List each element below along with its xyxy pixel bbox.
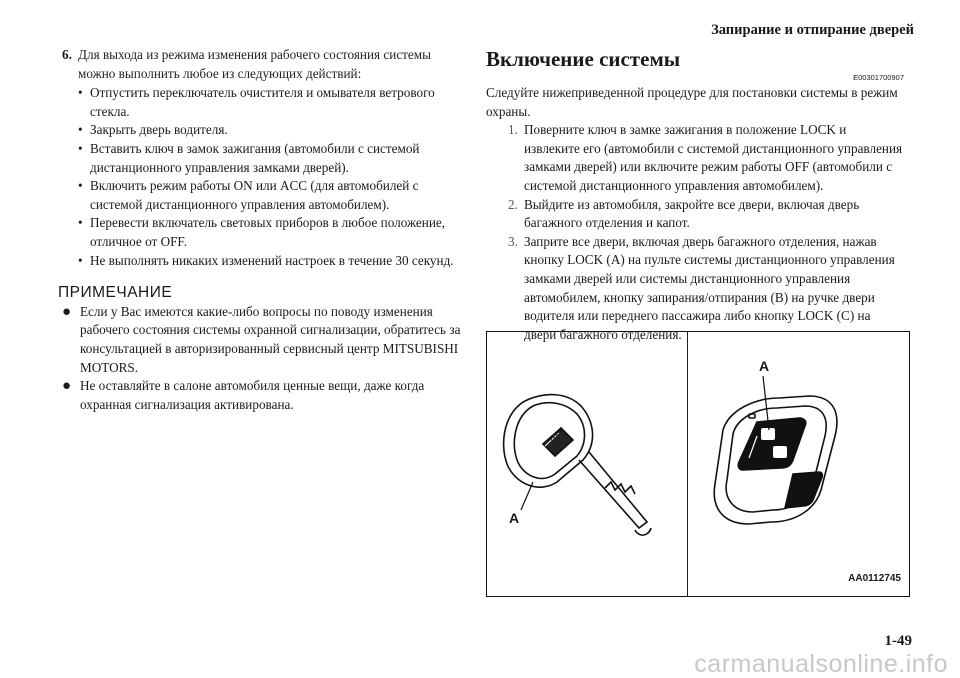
key-illustration (486, 331, 910, 597)
document-code: E00301700907 (853, 73, 904, 82)
section-title: Включение системы (486, 47, 681, 71)
note-list (62, 303, 462, 415)
running-header: Запирание и отпирание дверей (711, 22, 914, 38)
remote-key-icon (504, 395, 651, 535)
bullet-icon: ● (62, 378, 72, 395)
procedure-step: 2. Выйдите из автомобиля, закройте все двери, включая дверь багажного отделения и капот. (508, 196, 860, 231)
step-number: 6. (62, 47, 72, 62)
list-item: • Включить режим работы ON или ACC (для автомобилей с системой дистанционного управления автомобилем). (78, 178, 419, 212)
list-item: • Вставить ключ в замок зажигания (автомобили с системой дистанционного управления замками дверей). (78, 140, 420, 175)
note-item: ● Если у Вас имеются какие-либо вопросы по поводу изменения рабочего состояния системы охранной сигнализации, обратитесь за консультацией в авторизированный сервисный центр MITSUBISHI MOTORS. (62, 303, 462, 377)
procedure-steps (508, 121, 904, 344)
list-item: • Отпустить переключатель очистителя и омывателя ветрового стекла. (78, 85, 435, 119)
list-item: • Закрыть дверь водителя. (78, 122, 228, 138)
intro-text: Следуйте нижеприведенной процедуре для постановки системы в режим охраны. (486, 85, 898, 119)
watermark: carmanualsonline.info (694, 650, 948, 678)
step-6 (62, 46, 462, 270)
label-a-fob: A (759, 358, 770, 374)
procedure-step: 1. Поверните ключ в замке зажигания в положение LOCK и извлеките его (автомобили с системой дистанционного управления замками дверей) или включите режим работы OFF (автомобили с системой дистанционного управления автомобилем). (508, 122, 903, 193)
page-number: 1-49 (884, 633, 912, 649)
left-column (58, 46, 462, 414)
note-item: ● Не оставляйте в салоне автомобиля ценные вещи, даже когда охранная сигнализация активирована. (62, 377, 462, 414)
step-6-lead: Для выхода из режима изменения рабочего состояния системы можно выполнить любое из следующих действий: (78, 47, 431, 81)
bullet-icon: ● (62, 303, 72, 320)
list-item: • Перевести включатель световых приборов в любое положение, отличное от OFF. (78, 215, 446, 249)
key-drawings (487, 332, 911, 598)
right-column (486, 46, 904, 344)
list-item: • Не выполнять никаких изменений настроек в течение 30 секунд. (78, 252, 454, 268)
note-heading: ПРИМЕЧАНИЕ (58, 284, 173, 302)
exit-options-list (78, 84, 462, 270)
key-lock-button-text: LOCK (549, 426, 566, 444)
smart-key-fob-icon (714, 396, 837, 524)
label-a-key: A (509, 510, 520, 526)
figure-code: AA0112745 (848, 573, 901, 584)
procedure-step: 3. Заприте все двери, включая дверь багажного отделения, нажав кнопку LOCK (A) на пульте системы дистанционного управления замками дверей или системы дистанционного управления автомобилем, кнопку запирания/отпирания (B) на ручке двери водителя или переднего пассажира либо кнопку LOCK (C) на двери багажного отделения. (508, 233, 895, 342)
